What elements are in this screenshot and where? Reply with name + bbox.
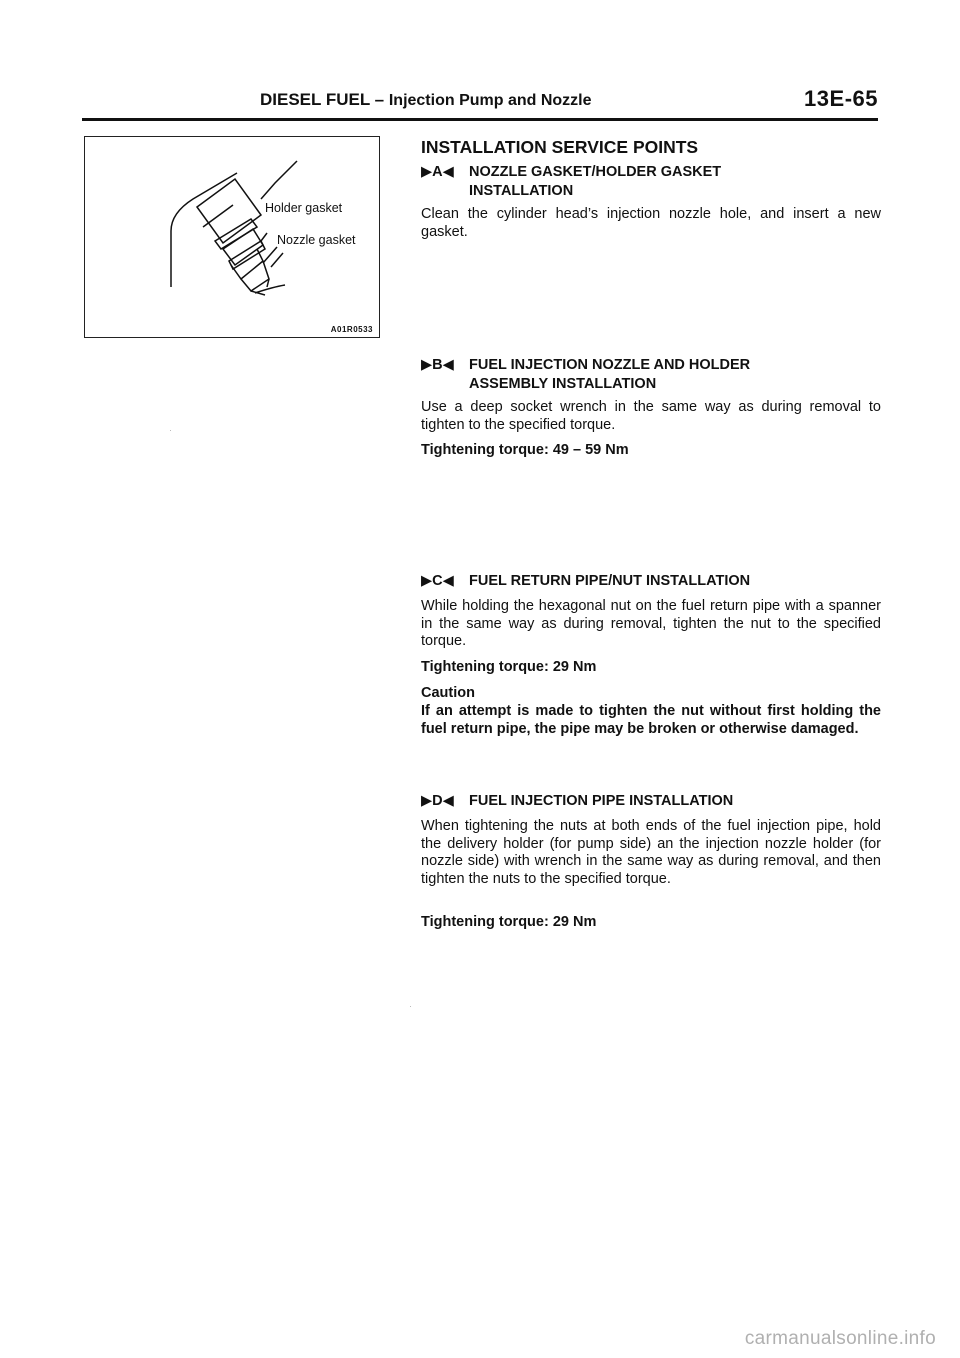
section-name: DIESEL FUEL <box>260 90 370 109</box>
page-header <box>82 86 878 121</box>
item-c-heading <box>421 572 750 591</box>
nozzle-gasket-label: Nozzle gasket <box>277 233 356 247</box>
header-dash: – <box>374 90 385 109</box>
item-a-heading <box>421 163 721 201</box>
gasket-figure <box>84 136 380 338</box>
item-a-marker: ▶A◀ <box>421 164 454 180</box>
item-c-caution-label: Caution <box>421 685 475 701</box>
item-b-text: Use a deep socket wrench in the same way as during removal to tighten to the specified torque. <box>421 399 881 433</box>
item-d-marker: ▶D◀ <box>421 793 454 809</box>
watermark: carmanualsonline.info <box>744 1328 936 1349</box>
item-c-marker: ▶C◀ <box>421 573 454 589</box>
item-c-torque: Tightening torque: 29 Nm <box>421 659 597 675</box>
item-a-heading-line1: NOZZLE GASKET/HOLDER GASKET <box>469 164 722 180</box>
item-c-text: While holding the hexagonal nut on the fuel return pipe with a spanner in the same way as during removal, tighten the nut to the specified torque. <box>421 598 881 649</box>
figure-code: A01R0533 <box>330 325 373 334</box>
item-c-heading-line1: FUEL RETURN PIPE/NUT INSTALLATION <box>469 573 751 589</box>
item-b-heading-line1: FUEL INJECTION NOZZLE AND HOLDER <box>469 357 751 373</box>
holder-gasket-label: Holder gasket <box>265 201 343 215</box>
item-d-torque: Tightening torque: 29 Nm <box>421 914 597 930</box>
item-b-marker: ▶B◀ <box>421 357 454 373</box>
item-d-heading-line1: FUEL INJECTION PIPE INSTALLATION <box>469 793 734 809</box>
page-number: 13E-65 <box>804 86 878 111</box>
scan-speck <box>410 1006 411 1007</box>
section-title: INSTALLATION SERVICE POINTS <box>421 137 699 157</box>
item-a-text: Clean the cylinder head’s injection nozzle hole, and insert a new gasket. <box>421 206 881 240</box>
item-d-heading <box>421 792 733 811</box>
header-title <box>260 90 592 110</box>
item-b-heading <box>421 356 750 394</box>
item-a-heading-line2: INSTALLATION <box>469 183 574 199</box>
scan-speck <box>170 430 171 431</box>
subsection-name: Injection Pump and Nozzle <box>388 92 592 109</box>
item-b-torque: Tightening torque: 49 – 59 Nm <box>421 442 629 458</box>
item-d-text: When tightening the nuts at both ends of the fuel injection pipe, hold the delivery holder (for pump side) an the injection nozzle holder (for nozzle side) with wrench in the same way as during removal, and then tighten the nuts to the specified torque. <box>421 818 881 887</box>
item-c-caution-text: If an attempt is made to tighten the nut without first holding the fuel return pipe, the pipe may be broken or otherwise damaged. <box>421 703 881 737</box>
item-b-heading-line2: ASSEMBLY INSTALLATION <box>469 376 657 392</box>
